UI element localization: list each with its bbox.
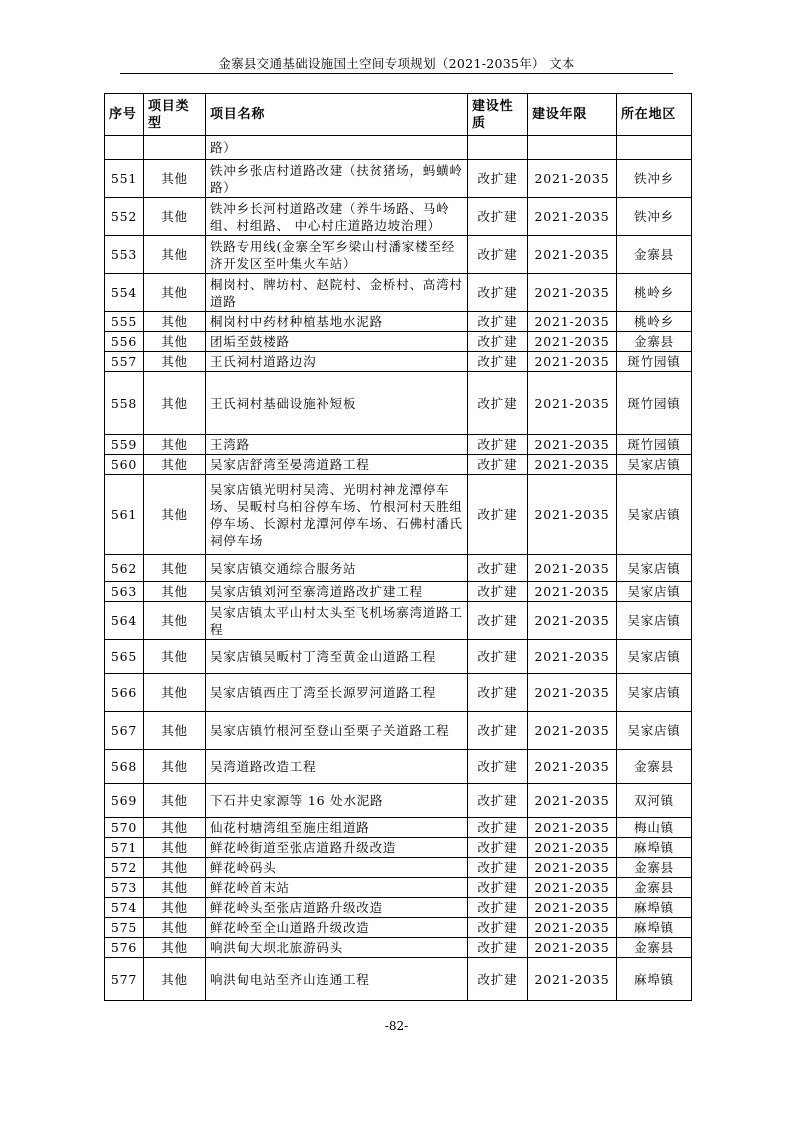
cell-nature: 改扩建 — [468, 750, 528, 784]
cell-nature: 改扩建 — [468, 198, 528, 236]
cell-region: 吴家店镇 — [617, 640, 692, 674]
cell-no: 574 — [105, 898, 144, 918]
cell-name: 铁冲乡长河村道路改建（养牛场路、马岭组、村组路、 中心村庄道路边坡治理） — [206, 198, 468, 236]
cell-type: 其他 — [144, 352, 206, 372]
cell-no: 568 — [105, 750, 144, 784]
cell-nature: 改扩建 — [468, 602, 528, 640]
cell-years: 2021-2035 — [528, 712, 617, 750]
column-header-type: 项目类型 — [144, 94, 206, 136]
cell-name: 路） — [206, 136, 468, 160]
page-header: 金寨县交通基础设施国土空间专项规划（2021-2035年） 文本 — [218, 56, 575, 71]
cell-region: 吴家店镇 — [617, 674, 692, 712]
table-header-row — [105, 94, 692, 136]
cell-type: 其他 — [144, 198, 206, 236]
cell-region — [617, 136, 692, 160]
cell-type — [144, 136, 206, 160]
cell-no: 571 — [105, 838, 144, 858]
cell-years: 2021-2035 — [528, 198, 617, 236]
table-row — [105, 372, 692, 435]
cell-no: 577 — [105, 958, 144, 1001]
cell-years: 2021-2035 — [528, 784, 617, 818]
cell-type: 其他 — [144, 475, 206, 555]
cell-years: 2021-2035 — [528, 475, 617, 555]
cell-years: 2021-2035 — [528, 332, 617, 352]
cell-name: 铁路专用线(金寨全军乡梁山村潘家楼至经济开发区至叶集火车站） — [206, 236, 468, 274]
table-row — [105, 958, 692, 1001]
project-table — [104, 93, 692, 1001]
cell-nature: 改扩建 — [468, 582, 528, 602]
cell-type: 其他 — [144, 674, 206, 712]
table-row — [105, 818, 692, 838]
cell-name: 吴家店镇交通综合服务站 — [206, 555, 468, 582]
cell-nature: 改扩建 — [468, 958, 528, 1001]
cell-name: 鲜花岭首末站 — [206, 878, 468, 898]
cell-years: 2021-2035 — [528, 602, 617, 640]
cell-region: 麻埠镇 — [617, 838, 692, 858]
cell-name: 吴家店镇光明村吴湾、光明村神龙潭停车场、吴畈村乌桕谷停车场、竹根河村天胜组停车场、长源村龙潭河停车场、石佛村潘氏祠停车场 — [206, 475, 468, 555]
table-row — [105, 435, 692, 455]
cell-years: 2021-2035 — [528, 918, 617, 938]
cell-name: 鲜花岭街道至张店道路升级改造 — [206, 838, 468, 858]
cell-type: 其他 — [144, 918, 206, 938]
table-row — [105, 555, 692, 582]
cell-years: 2021-2035 — [528, 674, 617, 712]
cell-name: 王湾路 — [206, 435, 468, 455]
cell-years: 2021-2035 — [528, 352, 617, 372]
cell-name: 桐岗村、牌坊村、赵院村、金桥村、高湾村道路 — [206, 274, 468, 312]
cell-region: 吴家店镇 — [617, 712, 692, 750]
cell-name: 王氏祠村基础设施补短板 — [206, 372, 468, 435]
cell-nature: 改扩建 — [468, 372, 528, 435]
cell-name: 桐岗村中药材种植基地水泥路 — [206, 312, 468, 332]
cell-years: 2021-2035 — [528, 640, 617, 674]
cell-name: 响洪甸电站至齐山连通工程 — [206, 958, 468, 1001]
cell-years: 2021-2035 — [528, 372, 617, 435]
table-row — [105, 582, 692, 602]
cell-region: 金寨县 — [617, 878, 692, 898]
cell-no: 566 — [105, 674, 144, 712]
cell-no: 573 — [105, 878, 144, 898]
cell-region: 吴家店镇 — [617, 582, 692, 602]
cell-nature: 改扩建 — [468, 898, 528, 918]
cell-region: 吴家店镇 — [617, 475, 692, 555]
cell-region: 麻埠镇 — [617, 958, 692, 1001]
table-row — [105, 674, 692, 712]
column-header-nature: 建设性质 — [468, 94, 528, 136]
cell-years: 2021-2035 — [528, 818, 617, 838]
cell-name: 吴家店镇太平山村太头至飞机场寨湾道路工程 — [206, 602, 468, 640]
table-row — [105, 918, 692, 938]
table-row — [105, 784, 692, 818]
cell-region: 吴家店镇 — [617, 602, 692, 640]
cell-name: 吴家店镇吴畈村丁湾至黄金山道路工程 — [206, 640, 468, 674]
cell-region: 吴家店镇 — [617, 555, 692, 582]
cell-name: 吴家店镇西庄丁湾至长源罗河道路工程 — [206, 674, 468, 712]
cell-nature: 改扩建 — [468, 435, 528, 455]
cell-type: 其他 — [144, 898, 206, 918]
table-row — [105, 750, 692, 784]
cell-type: 其他 — [144, 602, 206, 640]
cell-nature: 改扩建 — [468, 236, 528, 274]
cell-nature — [468, 136, 528, 160]
cell-region: 桃岭乡 — [617, 312, 692, 332]
cell-type: 其他 — [144, 712, 206, 750]
cell-type: 其他 — [144, 582, 206, 602]
cell-type: 其他 — [144, 236, 206, 274]
table-row — [105, 475, 692, 555]
table-row — [105, 898, 692, 918]
cell-region: 斑竹园镇 — [617, 352, 692, 372]
cell-region: 铁冲乡 — [617, 198, 692, 236]
cell-years — [528, 136, 617, 160]
cell-years: 2021-2035 — [528, 878, 617, 898]
table-row — [105, 878, 692, 898]
table-row — [105, 352, 692, 372]
table-row — [105, 455, 692, 475]
table-body — [105, 136, 692, 1001]
cell-no: 553 — [105, 236, 144, 274]
cell-type: 其他 — [144, 160, 206, 198]
cell-years: 2021-2035 — [528, 898, 617, 918]
cell-no: 551 — [105, 160, 144, 198]
cell-type: 其他 — [144, 312, 206, 332]
cell-region: 双河镇 — [617, 784, 692, 818]
cell-nature: 改扩建 — [468, 878, 528, 898]
cell-nature: 改扩建 — [468, 858, 528, 878]
cell-region: 斑竹园镇 — [617, 372, 692, 435]
cell-no: 569 — [105, 784, 144, 818]
cell-name: 吴湾道路改造工程 — [206, 750, 468, 784]
table-row — [105, 640, 692, 674]
cell-years: 2021-2035 — [528, 455, 617, 475]
cell-no: 561 — [105, 475, 144, 555]
cell-no: 575 — [105, 918, 144, 938]
cell-years: 2021-2035 — [528, 858, 617, 878]
cell-years: 2021-2035 — [528, 958, 617, 1001]
cell-nature: 改扩建 — [468, 274, 528, 312]
table-row — [105, 838, 692, 858]
cell-years: 2021-2035 — [528, 160, 617, 198]
cell-name: 响洪甸大坝北旅游码头 — [206, 938, 468, 958]
cell-type: 其他 — [144, 838, 206, 858]
cell-nature: 改扩建 — [468, 455, 528, 475]
cell-no: 564 — [105, 602, 144, 640]
cell-no: 557 — [105, 352, 144, 372]
cell-name: 团垢至鼓楼路 — [206, 332, 468, 352]
cell-name: 吴家店镇刘河至寨湾道路改扩建工程 — [206, 582, 468, 602]
cell-no: 559 — [105, 435, 144, 455]
cell-type: 其他 — [144, 878, 206, 898]
table-row — [105, 160, 692, 198]
cell-name: 吴家店舒湾至晏湾道路工程 — [206, 455, 468, 475]
column-header-years: 建设年限 — [528, 94, 617, 136]
table-row — [105, 602, 692, 640]
cell-no: 556 — [105, 332, 144, 352]
cell-type: 其他 — [144, 372, 206, 435]
table-row — [105, 274, 692, 312]
cell-type: 其他 — [144, 640, 206, 674]
cell-years: 2021-2035 — [528, 435, 617, 455]
cell-nature: 改扩建 — [468, 352, 528, 372]
table-row — [105, 712, 692, 750]
cell-no: 562 — [105, 555, 144, 582]
cell-years: 2021-2035 — [528, 236, 617, 274]
cell-type: 其他 — [144, 435, 206, 455]
cell-years: 2021-2035 — [528, 582, 617, 602]
cell-region: 金寨县 — [617, 236, 692, 274]
cell-nature: 改扩建 — [468, 312, 528, 332]
cell-no: 558 — [105, 372, 144, 435]
cell-region: 吴家店镇 — [617, 455, 692, 475]
cell-nature: 改扩建 — [468, 838, 528, 858]
cell-years: 2021-2035 — [528, 750, 617, 784]
cell-region: 麻埠镇 — [617, 898, 692, 918]
cell-type: 其他 — [144, 274, 206, 312]
header-rule — [120, 73, 673, 74]
cell-region: 麻埠镇 — [617, 918, 692, 938]
cell-nature: 改扩建 — [468, 674, 528, 712]
table-row — [105, 938, 692, 958]
cell-type: 其他 — [144, 750, 206, 784]
cell-no: 572 — [105, 858, 144, 878]
cell-nature: 改扩建 — [468, 160, 528, 198]
table-row — [105, 198, 692, 236]
cell-years: 2021-2035 — [528, 312, 617, 332]
cell-no: 570 — [105, 818, 144, 838]
cell-no — [105, 136, 144, 160]
cell-no: 576 — [105, 938, 144, 958]
cell-no: 554 — [105, 274, 144, 312]
cell-years: 2021-2035 — [528, 938, 617, 958]
cell-name: 仙花村塘湾组至施庄组道路 — [206, 818, 468, 838]
cell-nature: 改扩建 — [468, 784, 528, 818]
cell-region: 桃岭乡 — [617, 274, 692, 312]
cell-no: 552 — [105, 198, 144, 236]
cell-no: 565 — [105, 640, 144, 674]
table-row — [105, 136, 692, 160]
cell-name: 吴家店镇竹根河至登山至栗子关道路工程 — [206, 712, 468, 750]
cell-type: 其他 — [144, 455, 206, 475]
cell-nature: 改扩建 — [468, 332, 528, 352]
cell-name: 鲜花岭至全山道路升级改造 — [206, 918, 468, 938]
column-header-region: 所在地区 — [617, 94, 692, 136]
cell-region: 金寨县 — [617, 938, 692, 958]
cell-nature: 改扩建 — [468, 640, 528, 674]
column-header-no: 序号 — [105, 94, 144, 136]
page-number: -82- — [384, 1019, 409, 1033]
table-row — [105, 236, 692, 274]
cell-years: 2021-2035 — [528, 555, 617, 582]
cell-nature: 改扩建 — [468, 475, 528, 555]
cell-type: 其他 — [144, 858, 206, 878]
cell-years: 2021-2035 — [528, 274, 617, 312]
cell-no: 567 — [105, 712, 144, 750]
cell-type: 其他 — [144, 818, 206, 838]
cell-region: 金寨县 — [617, 858, 692, 878]
project-table-wrapper — [104, 93, 691, 1001]
table-row — [105, 858, 692, 878]
cell-nature: 改扩建 — [468, 938, 528, 958]
cell-nature: 改扩建 — [468, 818, 528, 838]
table-row — [105, 332, 692, 352]
cell-name: 铁冲乡张店村道路改建（扶贫猪场，蚂蟥岭路） — [206, 160, 468, 198]
cell-type: 其他 — [144, 332, 206, 352]
table-row — [105, 312, 692, 332]
cell-region: 梅山镇 — [617, 818, 692, 838]
cell-region: 金寨县 — [617, 750, 692, 784]
cell-type: 其他 — [144, 938, 206, 958]
cell-no: 563 — [105, 582, 144, 602]
cell-name: 鲜花岭码头 — [206, 858, 468, 878]
cell-years: 2021-2035 — [528, 838, 617, 858]
cell-type: 其他 — [144, 784, 206, 818]
cell-name: 鲜花岭头至张店道路升级改造 — [206, 898, 468, 918]
cell-name: 王氏祠村道路边沟 — [206, 352, 468, 372]
cell-no: 555 — [105, 312, 144, 332]
cell-region: 铁冲乡 — [617, 160, 692, 198]
cell-no: 560 — [105, 455, 144, 475]
cell-type: 其他 — [144, 958, 206, 1001]
cell-region: 金寨县 — [617, 332, 692, 352]
cell-nature: 改扩建 — [468, 555, 528, 582]
cell-region: 斑竹园镇 — [617, 435, 692, 455]
cell-type: 其他 — [144, 555, 206, 582]
cell-name: 下石井史家源等 16 处水泥路 — [206, 784, 468, 818]
cell-nature: 改扩建 — [468, 712, 528, 750]
column-header-name: 项目名称 — [206, 94, 468, 136]
cell-nature: 改扩建 — [468, 918, 528, 938]
